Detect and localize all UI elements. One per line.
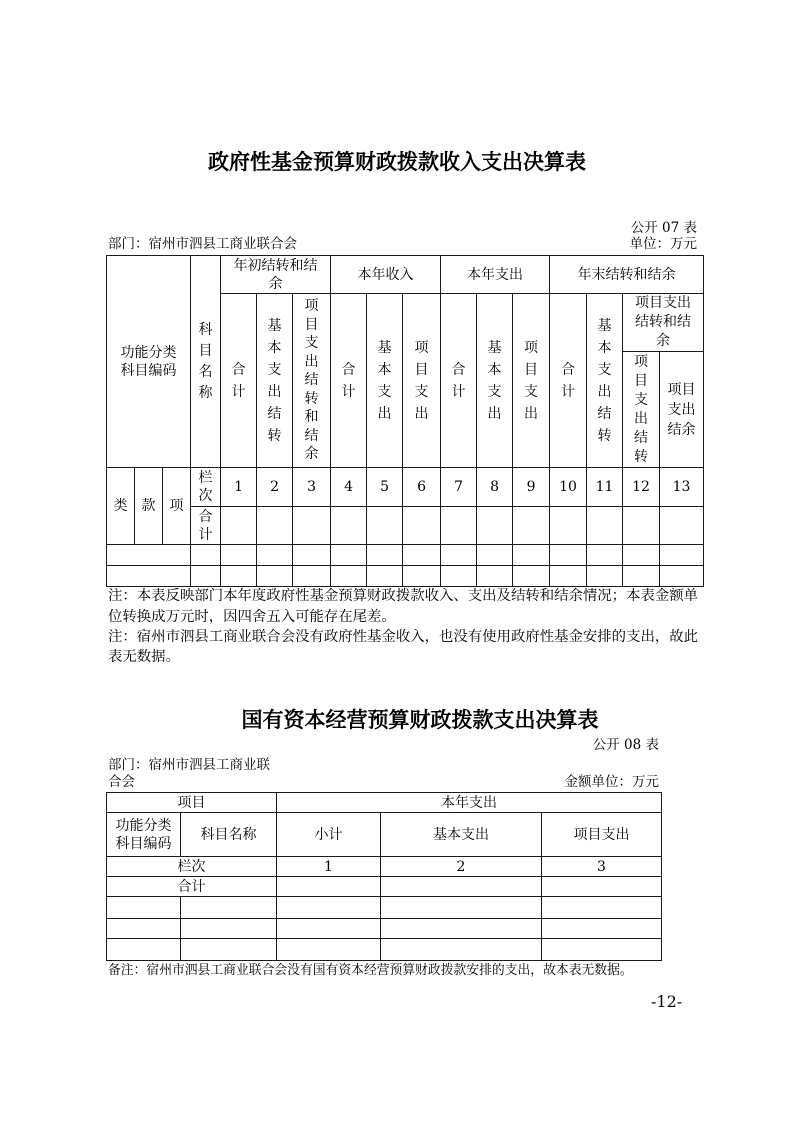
column-number: 4 (331, 468, 367, 507)
empty-cell (403, 545, 441, 566)
header-project-expense: 项目支出 (542, 813, 662, 857)
column-number: 3 (542, 857, 662, 877)
empty-cell (221, 545, 257, 566)
table1-form-number: 公开 07 表 (630, 220, 697, 236)
empty-cell (257, 566, 293, 587)
code-class: 类 (107, 468, 135, 545)
header-basic-expense: 基本支出 (381, 813, 542, 857)
header-income-basic: 基本支出 (367, 294, 403, 468)
empty-cell (660, 545, 704, 566)
empty-cell (107, 919, 181, 939)
column-number: 3 (293, 468, 331, 507)
header-opening-basic: 基本支出结转 (257, 294, 293, 468)
empty-cell (403, 566, 441, 587)
empty-cell (441, 507, 477, 545)
row-index-label: 栏次 (191, 468, 221, 507)
column-number: 11 (587, 468, 623, 507)
empty-cell (277, 897, 381, 919)
empty-cell (542, 939, 662, 961)
empty-cell (513, 545, 550, 566)
empty-cell (293, 566, 331, 587)
column-number: 5 (367, 468, 403, 507)
column-number: 10 (550, 468, 587, 507)
header-closing-total: 合计 (550, 294, 587, 468)
header-closing-balance: 年末结转和结余 (550, 256, 704, 294)
empty-cell (381, 919, 542, 939)
empty-cell (181, 897, 277, 919)
empty-cell (107, 939, 181, 961)
total-row-label: 合计 (191, 507, 221, 545)
header-income-total: 合计 (331, 294, 367, 468)
empty-cell (191, 566, 221, 587)
table1-note-line: 表无数据。 (108, 649, 180, 665)
empty-cell (181, 939, 277, 961)
empty-cell (331, 566, 367, 587)
empty-cell (221, 566, 257, 587)
empty-cell (623, 566, 660, 587)
empty-cell (477, 545, 513, 566)
empty-cell (403, 507, 441, 545)
empty-cell (550, 566, 587, 587)
row-index-label: 栏次 (107, 857, 277, 877)
page-number: -12- (651, 992, 683, 1011)
table1-title: 政府性基金预算财政拨款收入支出决算表 (208, 150, 586, 174)
table1-department: 部门：宿州市泗县工商业联合会 (108, 236, 297, 252)
header-item-name: 科目名称 (181, 813, 277, 857)
column-number: 8 (477, 468, 513, 507)
header-current-expense: 本年支出 (441, 256, 550, 294)
empty-cell (623, 545, 660, 566)
empty-cell (221, 507, 257, 545)
empty-cell (441, 545, 477, 566)
header-function-code: 功能分类科目编码 (107, 256, 191, 468)
empty-cell (257, 545, 293, 566)
empty-cell (660, 566, 704, 587)
empty-cell (441, 566, 477, 587)
table2-department-line: 合会 (108, 774, 135, 790)
header-item-name: 科目名称 (191, 256, 221, 468)
table2-department-line: 部门：宿州市泗县工商业联 (108, 757, 270, 773)
header-closing-basic: 基本支出结转 (587, 294, 623, 468)
empty-cell (550, 545, 587, 566)
column-number: 9 (513, 468, 550, 507)
header-closing-project-balance: 项目支出结余 (660, 352, 704, 468)
header-opening-project: 项目支出结转和结余 (293, 294, 331, 468)
column-number: 2 (257, 468, 293, 507)
header-expense-basic: 基本支出 (477, 294, 513, 468)
empty-cell (542, 919, 662, 939)
empty-cell (107, 566, 191, 587)
empty-cell (542, 897, 662, 919)
government-fund-budget-table (106, 255, 704, 587)
header-expense-project: 项目支出 (513, 294, 550, 468)
empty-cell (181, 919, 277, 939)
header-item: 项目 (107, 793, 277, 813)
empty-cell (381, 897, 542, 919)
empty-cell (277, 939, 381, 961)
empty-cell (542, 877, 662, 897)
empty-cell (331, 545, 367, 566)
table2-note: 备注：宿州市泗县工商业联合会没有国有资本经营预算财政拨款安排的支出，故本表无数据。 (108, 963, 633, 978)
empty-cell (587, 507, 623, 545)
empty-cell (513, 566, 550, 587)
empty-cell (277, 919, 381, 939)
empty-cell (277, 877, 381, 897)
empty-cell (381, 939, 542, 961)
empty-cell (477, 507, 513, 545)
code-section: 款 (135, 468, 163, 545)
table2-title: 国有资本经营预算财政拨款支出决算表 (241, 708, 599, 732)
table1-note-line: 注：宿州市泗县工商业联合会没有政府性基金收入，也没有使用政府性基金安排的支出，故此 (108, 629, 699, 645)
table1-unit: 单位：万元 (629, 236, 697, 252)
empty-cell (367, 545, 403, 566)
table2-unit: 金额单位：万元 (564, 774, 659, 790)
header-opening-balance: 年初结转和结余 (221, 256, 331, 294)
table1-note-line: 注：本表反映部门本年度政府性基金预算财政拨款收入、支出及结转和结余情况；本表金额单 (108, 588, 699, 604)
header-expense-total: 合计 (441, 294, 477, 468)
empty-cell (623, 507, 660, 545)
empty-cell (367, 566, 403, 587)
header-closing-project-carry: 项目支出结转 (623, 352, 660, 468)
empty-cell (550, 507, 587, 545)
column-number: 6 (403, 468, 441, 507)
empty-cell (293, 507, 331, 545)
column-number: 13 (660, 468, 704, 507)
header-opening-total: 合计 (221, 294, 257, 468)
header-closing-project: 项目支出结转和结余 (623, 294, 704, 352)
empty-cell (191, 545, 221, 566)
empty-cell (477, 566, 513, 587)
header-current-income: 本年收入 (331, 256, 441, 294)
empty-cell (257, 507, 293, 545)
empty-cell (107, 545, 191, 566)
table1-note-line: 位转换成万元时，因四舍五入可能存在尾差。 (108, 609, 396, 625)
empty-cell (331, 507, 367, 545)
column-number: 1 (277, 857, 381, 877)
column-number: 2 (381, 857, 542, 877)
total-row-label: 合计 (107, 877, 277, 897)
column-number: 12 (623, 468, 660, 507)
empty-cell (107, 897, 181, 919)
table2-form-number: 公开 08 表 (592, 737, 659, 753)
header-subtotal: 小计 (277, 813, 381, 857)
empty-cell (513, 507, 550, 545)
empty-cell (587, 545, 623, 566)
column-number: 1 (221, 468, 257, 507)
empty-cell (381, 877, 542, 897)
empty-cell (660, 507, 704, 545)
state-capital-budget-table (106, 792, 662, 961)
empty-cell (587, 566, 623, 587)
empty-cell (367, 507, 403, 545)
column-number: 7 (441, 468, 477, 507)
header-income-project: 项目支出 (403, 294, 441, 468)
header-function-code: 功能分类科目编码 (107, 813, 181, 857)
empty-cell (293, 545, 331, 566)
header-current-expense: 本年支出 (277, 793, 662, 813)
code-item: 项 (163, 468, 191, 545)
